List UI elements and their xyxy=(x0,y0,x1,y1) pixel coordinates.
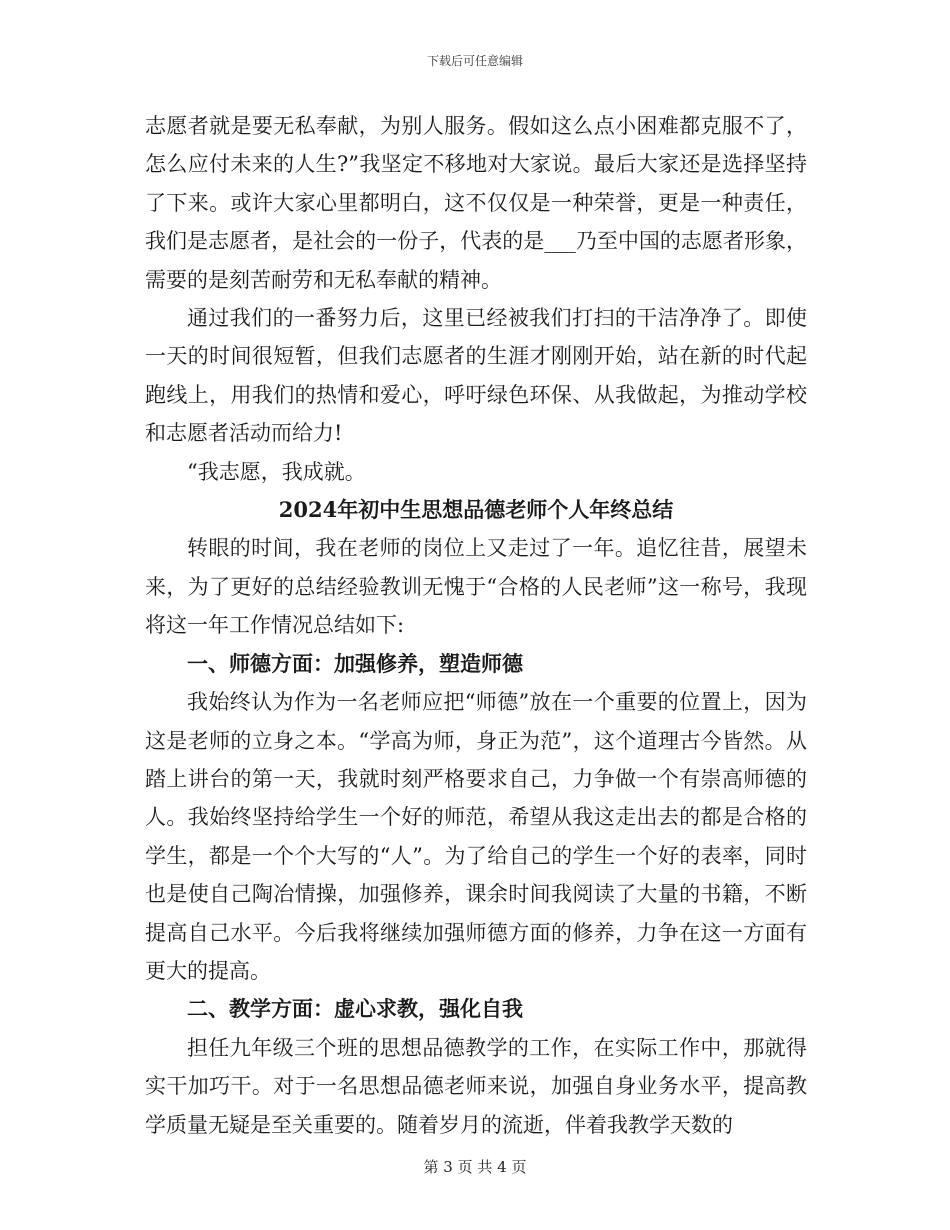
paragraph-teacher-ethics: 我始终认为作为一名老师应把“师德”放在一个重要的位置上，因为这是老师的立身之本。“学高为师，身正为范”，这个道理古今皆然。从踏上讲台的第一天，我就时刻严格要求自己，力争做一个有崇高师德的人。我始终坚持给学生一个好的师范，希望从我这走出去的都是合格的学生，都是一个个大写的“人”。为了给自己的学生一个好的表率，同时也是使自己陶冶情操，加强修养，课余时间我阅读了大量的书籍，不断提高自己水平。今后我将继续加强师德方面的修养，力争在这一方面有更大的提高。 xyxy=(145,690,807,983)
section-heading-teacher-ethics: 一、师德方面：加强修养，塑造师德 xyxy=(187,650,523,676)
paragraph-cleanup-effort: 通过我们的一番努力后，这里已经被我们打扫的干洁净净了。即使一天的时间很短暂，但我们志愿者的生涯才刚刚开始，站在新的时代起跑线上，用我们的热情和爱心，呼吁绿色环保、从我做起，为推动学校和志愿者活动而给力! xyxy=(145,306,807,446)
document-title: 2024年初中生思想品德老师个人年终总结 xyxy=(278,497,674,523)
paragraph-slogan: “我志愿，我成就。 xyxy=(187,459,366,484)
page-number: 第 3 页 共 4 页 xyxy=(423,1158,527,1176)
paragraph-intro: 转眼的时间，我在老师的岗位上又走过了一年。追忆往昔，展望未来，为了更好的总结经验教训无愧于“合格的人民老师”这一称号，我现将这一年工作情况总结如下: xyxy=(145,536,807,638)
page-header-note: 下载后可任意编辑 xyxy=(426,54,523,68)
paragraph-volunteer-spirit: 志愿者就是要无私奉献，为别人服务。假如这么点小困难都克服不了，怎么应付未来的人生?”我坚定不移地对大家说。最后大家还是选择坚持了下来。或许大家心里都明白，这不仅仅是一种荣誉，更是一种责任，我们是志愿者，是社会的一份子，代表的是___乃至中国的志愿者形象，需要的是刻苦耐劳和无私奉献的精神。 xyxy=(145,114,807,292)
document-body xyxy=(145,107,807,1144)
paragraph-teaching: 担任九年级三个班的思想品德教学的工作，在实际工作中，那就得实干加巧干。对于一名思想品德老师来说，加强自身业务水平，提高教学质量无疑是至关重要的。随着岁月的流逝，伴着我教学天数的 xyxy=(145,1035,807,1137)
section-heading-teaching: 二、教学方面：虚心求教，强化自我 xyxy=(187,996,523,1022)
